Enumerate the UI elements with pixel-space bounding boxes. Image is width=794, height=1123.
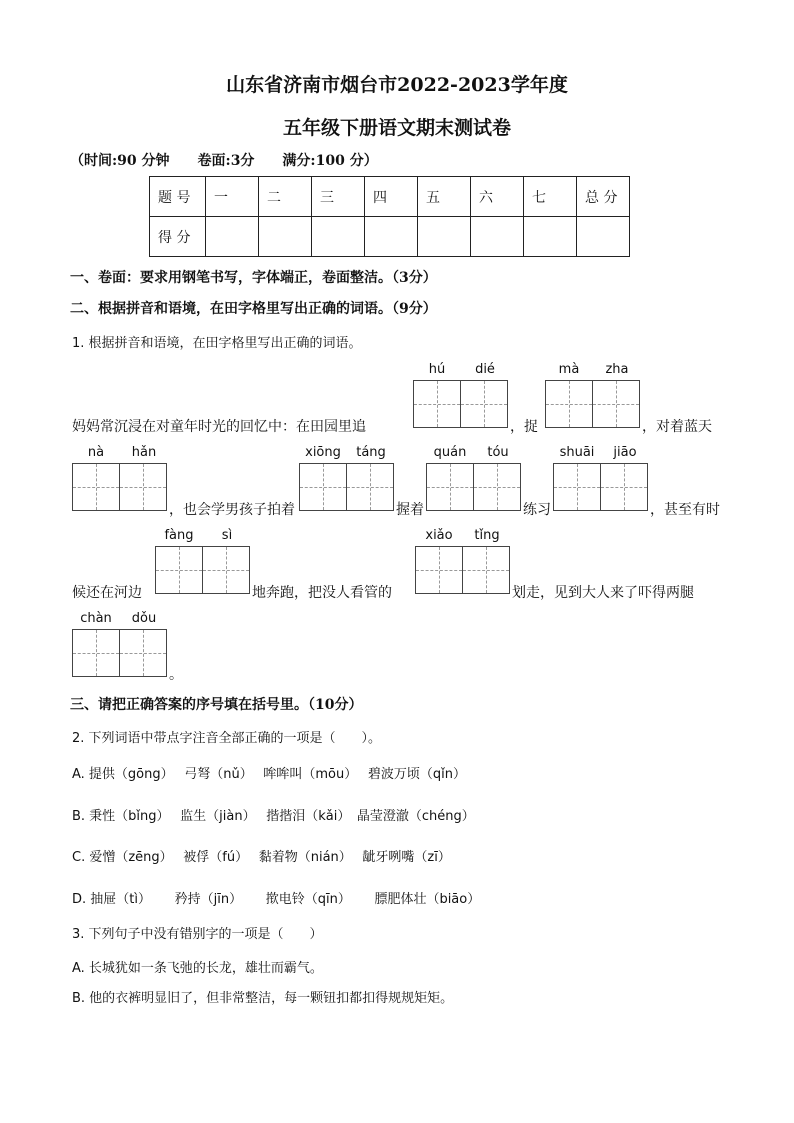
score-table-cell: 六: [471, 177, 524, 217]
pinyin-label: hǎn: [131, 445, 157, 460]
pinyin-label: dǒu: [131, 611, 157, 626]
pinyin-label: zha: [605, 362, 629, 377]
section-1-heading: 一、卷面：要求用钢笔书写，字体端正，卷面整洁。（3分）: [70, 270, 437, 286]
score-table-cell: 七: [524, 177, 577, 217]
question-3-option-a[interactable]: A. 长城犹如一条飞弛的长龙，雄壮而霸气。: [72, 961, 323, 976]
question-2-stem: 2. 下列词语中带点字注音全部正确的一项是（ ）。: [72, 731, 382, 746]
tianzige-mazha[interactable]: [545, 380, 639, 428]
section-3-heading: 三、请把正确答案的序号填在括号里。（10分）: [70, 697, 363, 713]
score-table-cell: 二: [259, 177, 312, 217]
section-2-heading: 二、根据拼音和语境，在田字格里写出正确的词语。（9分）: [70, 301, 437, 317]
score-table-cell: 总 分: [577, 177, 630, 217]
score-table-cell: 三: [312, 177, 365, 217]
score-input-cell[interactable]: [259, 217, 312, 257]
passage-text: 候还在河边: [72, 585, 142, 601]
score-input-cell[interactable]: [418, 217, 471, 257]
question-3-option-b[interactable]: B. 他的衣裤明显旧了，但非常整洁，每一颗钮扣都扣得规规矩矩。: [72, 991, 454, 1006]
pinyin-label: tóu: [487, 445, 509, 460]
pinyin-label: nà: [87, 445, 105, 460]
score-input-cell[interactable]: [471, 217, 524, 257]
pinyin-label: xiǎo: [425, 528, 453, 543]
passage-text: 。: [169, 667, 183, 683]
question-2-option-b[interactable]: B. 秉性（bǐng） 监生（jiàn） 揩揩泪（kǎi） 晶莹澄澈（chéng）: [72, 809, 475, 824]
question-3-stem: 3. 下列句子中没有错别字的一项是（ ）: [72, 927, 323, 942]
exam-title: 山东省济南市烟台市2022-2023学年度: [226, 74, 568, 96]
score-table-cell: 题 号: [150, 177, 206, 217]
pinyin-label: shuāi: [559, 445, 595, 460]
tianzige-chandou[interactable]: [72, 629, 166, 677]
passage-text: 地奔跑，把没人看管的: [252, 585, 392, 601]
pinyin-label: chàn: [80, 611, 112, 626]
question-1-stem: 1. 根据拼音和语境，在田字格里写出正确的词语。: [72, 336, 362, 351]
pinyin-label: jiāo: [613, 445, 637, 460]
passage-text: 握着: [396, 502, 424, 518]
pinyin-label: táng: [356, 445, 386, 460]
score-table: [149, 176, 630, 257]
question-2-option-a[interactable]: A. 提供（gōng） 弓弩（nǔ） 哞哞叫（mōu） 碧波万顷（qǐn）: [72, 767, 466, 782]
pinyin-label: quán: [433, 445, 467, 460]
passage-text: 练习: [523, 502, 551, 518]
score-input-cell[interactable]: [312, 217, 365, 257]
pinyin-label: hú: [428, 362, 446, 377]
passage-text: ，捉: [510, 419, 538, 435]
passage-text: ，对着蓝天: [642, 419, 712, 435]
pinyin-label: tǐng: [474, 528, 500, 543]
passage-text: 划走，见到大人来了吓得两腿: [512, 585, 694, 601]
score-input-cell[interactable]: [524, 217, 577, 257]
pinyin-label: mà: [558, 362, 580, 377]
pinyin-label: sì: [221, 528, 233, 543]
tianzige-quantou[interactable]: [426, 463, 520, 511]
score-input-cell[interactable]: [206, 217, 259, 257]
tianzige-xiaoting[interactable]: [415, 546, 509, 594]
score-input-cell[interactable]: [365, 217, 418, 257]
exam-info: （时间:90 分钟 卷面:3分 满分:100 分）: [70, 153, 378, 169]
pinyin-label: dié: [475, 362, 495, 377]
score-table-cell: 五: [418, 177, 471, 217]
passage-text: ，也会学男孩子拍着: [169, 502, 295, 518]
question-2-option-d[interactable]: D. 抽屉（tì） 矜持（jīn） 揿电铃（qīn） 膘肥体壮（biāo）: [72, 892, 481, 907]
question-2-option-c[interactable]: C. 爱憎（zēng） 被俘（fú） 黏着物（nián） 龇牙咧嘴（zī）: [72, 850, 451, 865]
passage-text: ，甚至有时: [650, 502, 720, 518]
score-table-cell: 得 分: [150, 217, 206, 257]
tianzige-shuaijiao[interactable]: [553, 463, 647, 511]
score-table-cell: 四: [365, 177, 418, 217]
pinyin-label: xiōng: [305, 445, 341, 460]
score-input-cell[interactable]: [577, 217, 630, 257]
tianzige-xiongtang[interactable]: [299, 463, 393, 511]
tianzige-hudie[interactable]: [413, 380, 507, 428]
pinyin-label: fàng: [164, 528, 194, 543]
score-table-header-row: [150, 177, 630, 217]
score-table-cell: 一: [206, 177, 259, 217]
exam-subtitle: 五年级下册语文期末测试卷: [282, 117, 511, 139]
tianzige-nahan[interactable]: [72, 463, 166, 511]
tianzige-fangsi[interactable]: [155, 546, 249, 594]
score-table-score-row: [150, 217, 630, 257]
passage-text: 妈妈常沉浸在对童年时光的回忆中：在田园里追: [72, 419, 366, 435]
